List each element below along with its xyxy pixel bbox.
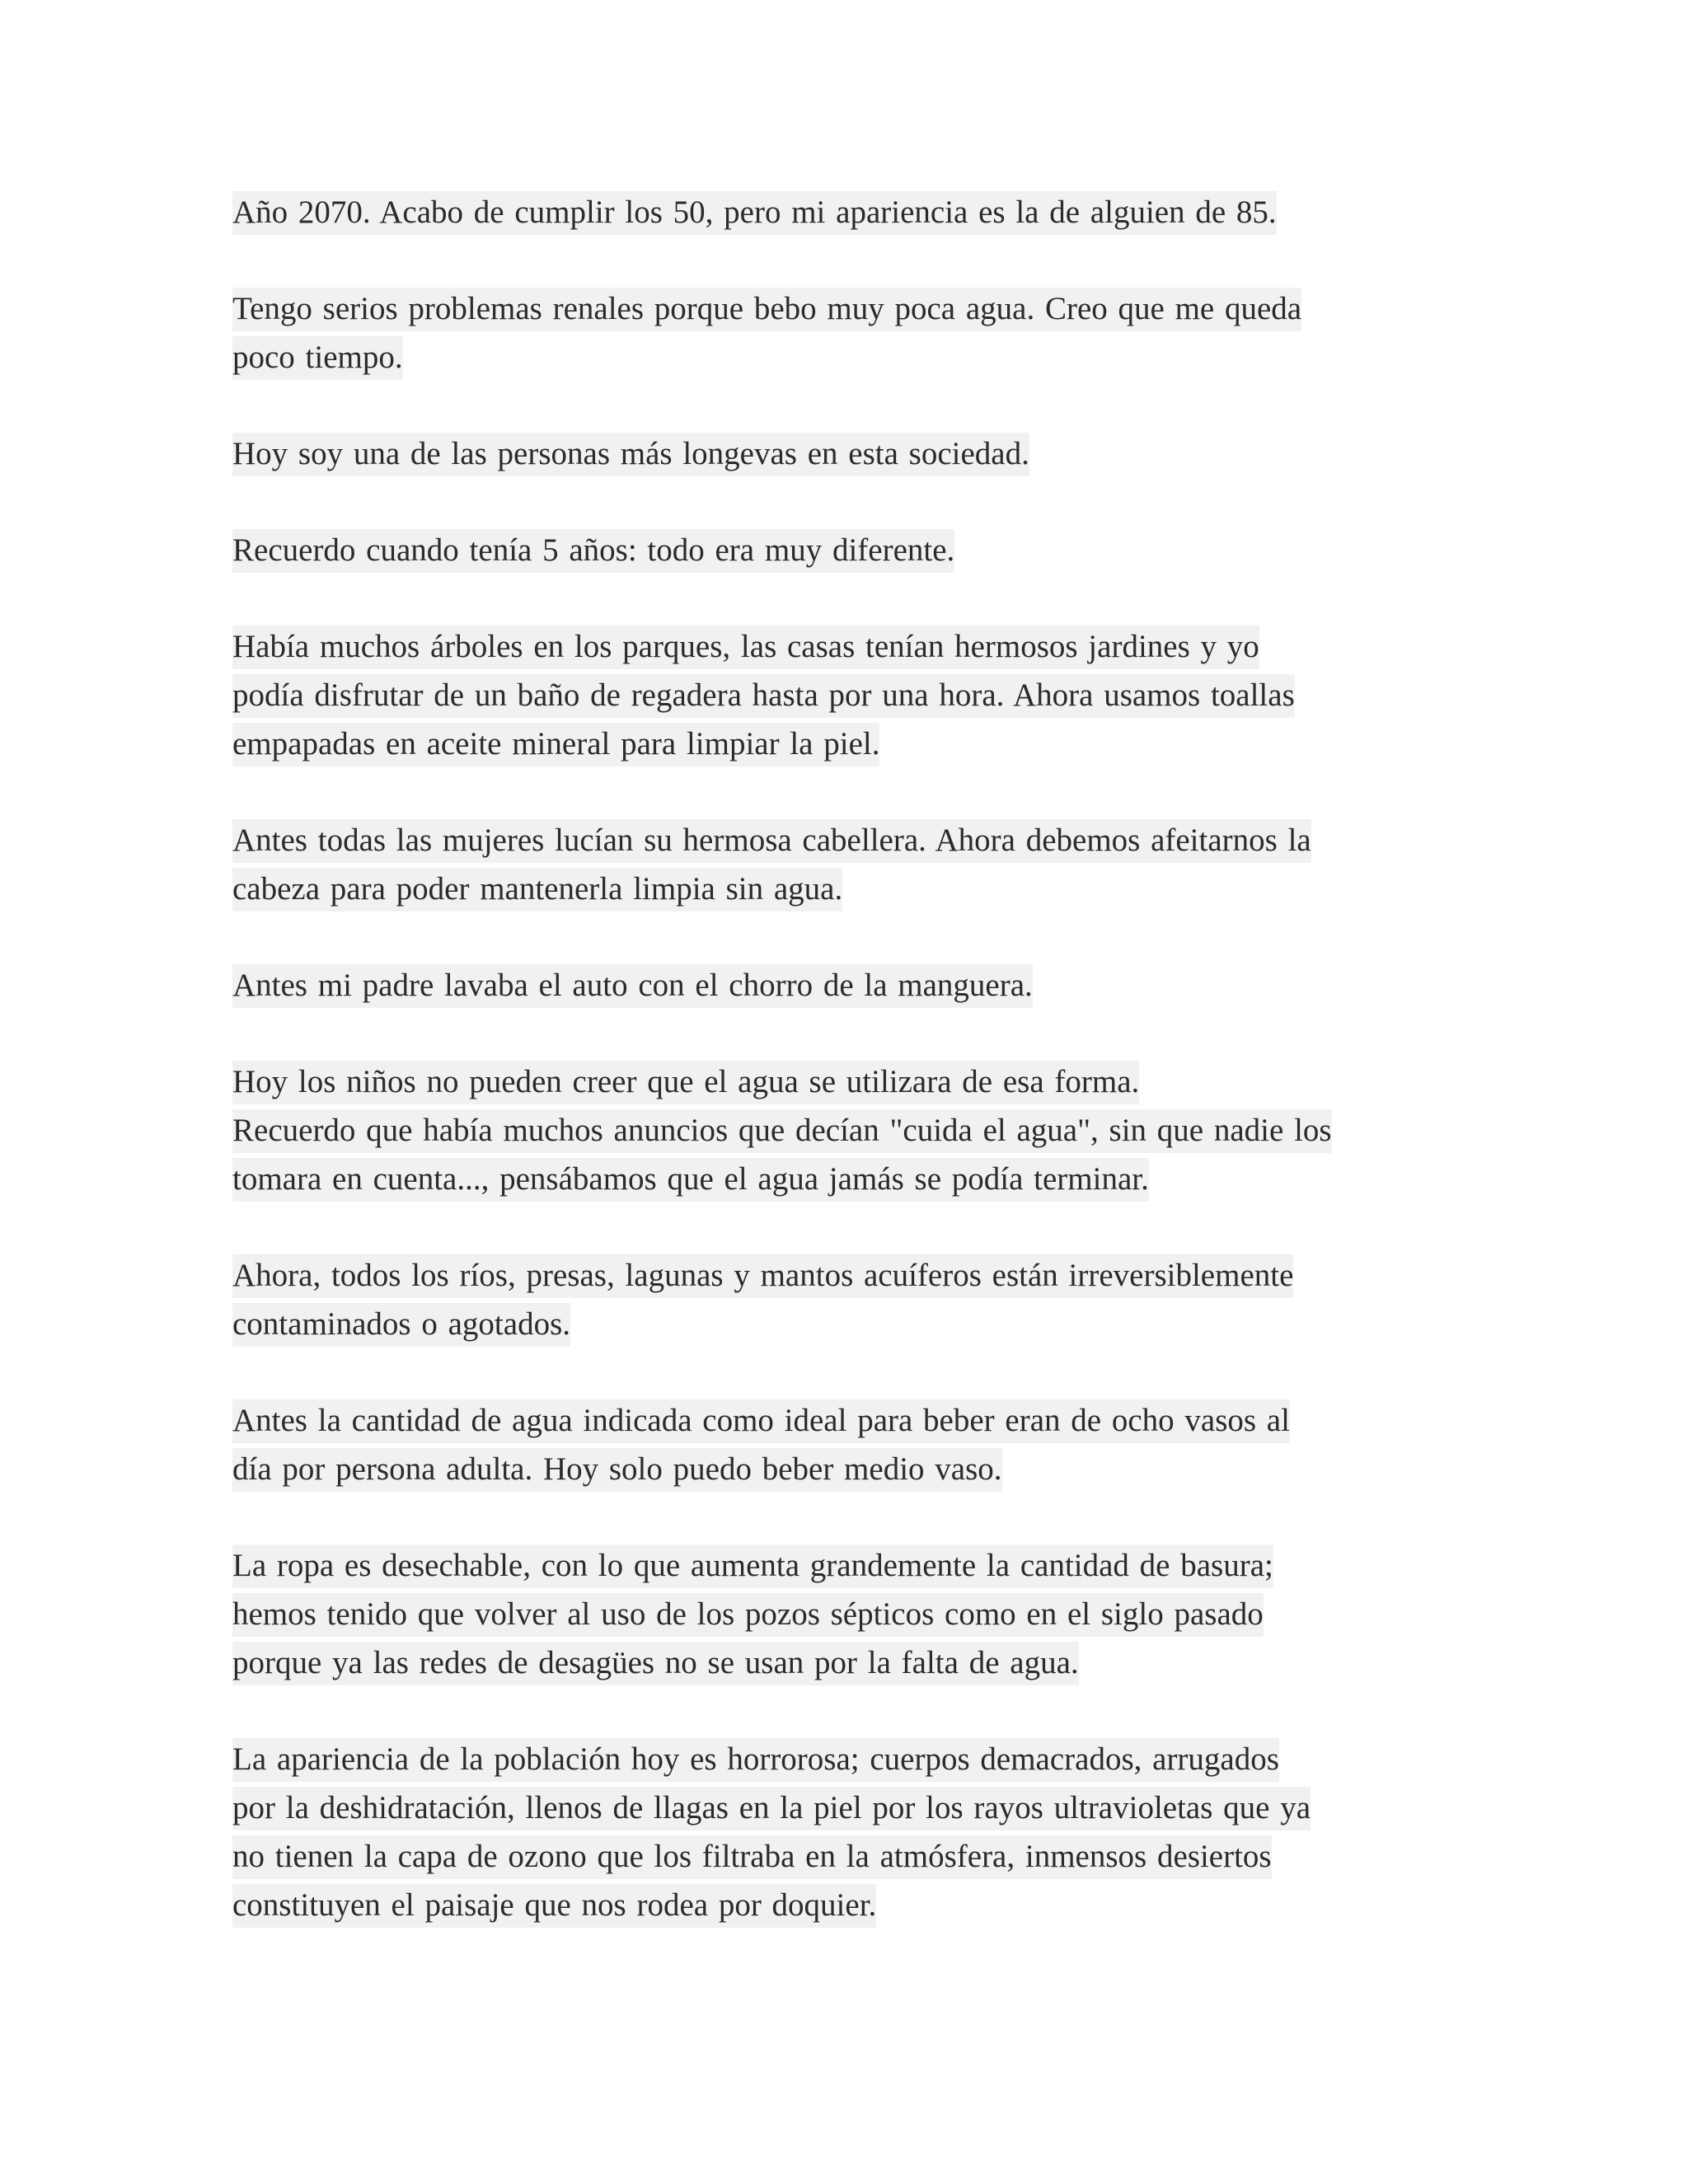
text-line: podía disfrutar de un baño de regadera hasta por una hora. Ahora usamos toallas (232, 671, 1452, 719)
text-line: empapadas en aceite mineral para limpiar la piel. (232, 719, 1452, 768)
text-line: Año 2070. Acabo de cumplir los 50, pero mi apariencia es la de alguien de 85. (232, 188, 1452, 237)
paragraph (232, 1057, 1452, 1203)
paragraph (232, 1541, 1452, 1687)
text-line: Había muchos árboles en los parques, las casas tenían hermosos jardines y yo (232, 622, 1452, 671)
text-line: Ahora, todos los ríos, presas, lagunas y mantos acuíferos están irreversiblemente (232, 1251, 1452, 1300)
paragraph (232, 961, 1452, 1010)
paragraph (232, 1396, 1452, 1493)
text-line: Antes la cantidad de agua indicada como ideal para beber eran de ocho vasos al (232, 1396, 1452, 1445)
text-line: La ropa es desechable, con lo que aumenta grandemente la cantidad de basura; (232, 1541, 1452, 1590)
text-line: hemos tenido que volver al uso de los pozos sépticos como en el siglo pasado (232, 1590, 1452, 1638)
paragraph (232, 1735, 1452, 1929)
paragraph (232, 1251, 1452, 1348)
paragraph (232, 284, 1452, 382)
text-line: contaminados o agotados. (232, 1300, 1452, 1348)
text-line: La apariencia de la población hoy es horrorosa; cuerpos demacrados, arrugados (232, 1735, 1452, 1783)
paragraph (232, 622, 1452, 768)
paragraph (232, 429, 1452, 478)
text-line: constituyen el paisaje que nos rodea por doquier. (232, 1881, 1452, 1929)
text-line: Antes todas las mujeres lucían su hermosa cabellera. Ahora debemos afeitarnos la (232, 816, 1452, 865)
paragraph (232, 188, 1452, 237)
text-line: por la deshidratación, llenos de llagas en la piel por los rayos ultravioletas que ya (232, 1783, 1452, 1832)
text-line: Recuerdo que había muchos anuncios que decían "cuida el agua", sin que nadie los (232, 1106, 1452, 1155)
text-line: cabeza para poder mantenerla limpia sin agua. (232, 865, 1452, 913)
text-line: Tengo serios problemas renales porque bebo muy poca agua. Creo que me queda (232, 284, 1452, 333)
paragraph (232, 526, 1452, 574)
text-line: Recuerdo cuando tenía 5 años: todo era muy diferente. (232, 526, 1452, 574)
text-line: porque ya las redes de desagües no se usan por la falta de agua. (232, 1638, 1452, 1687)
text-line: Hoy soy una de las personas más longevas en esta sociedad. (232, 429, 1452, 478)
document-body (232, 188, 1452, 1977)
text-line: no tienen la capa de ozono que los filtraba en la atmósfera, inmensos desiertos (232, 1832, 1452, 1881)
text-line: poco tiempo. (232, 333, 1452, 382)
text-line: día por persona adulta. Hoy solo puedo beber medio vaso. (232, 1445, 1452, 1493)
text-line: Antes mi padre lavaba el auto con el chorro de la manguera. (232, 961, 1452, 1010)
paragraph (232, 816, 1452, 913)
text-line: tomara en cuenta..., pensábamos que el agua jamás se podía terminar. (232, 1155, 1452, 1203)
text-line: Hoy los niños no pueden creer que el agua se utilizara de esa forma. (232, 1057, 1452, 1106)
